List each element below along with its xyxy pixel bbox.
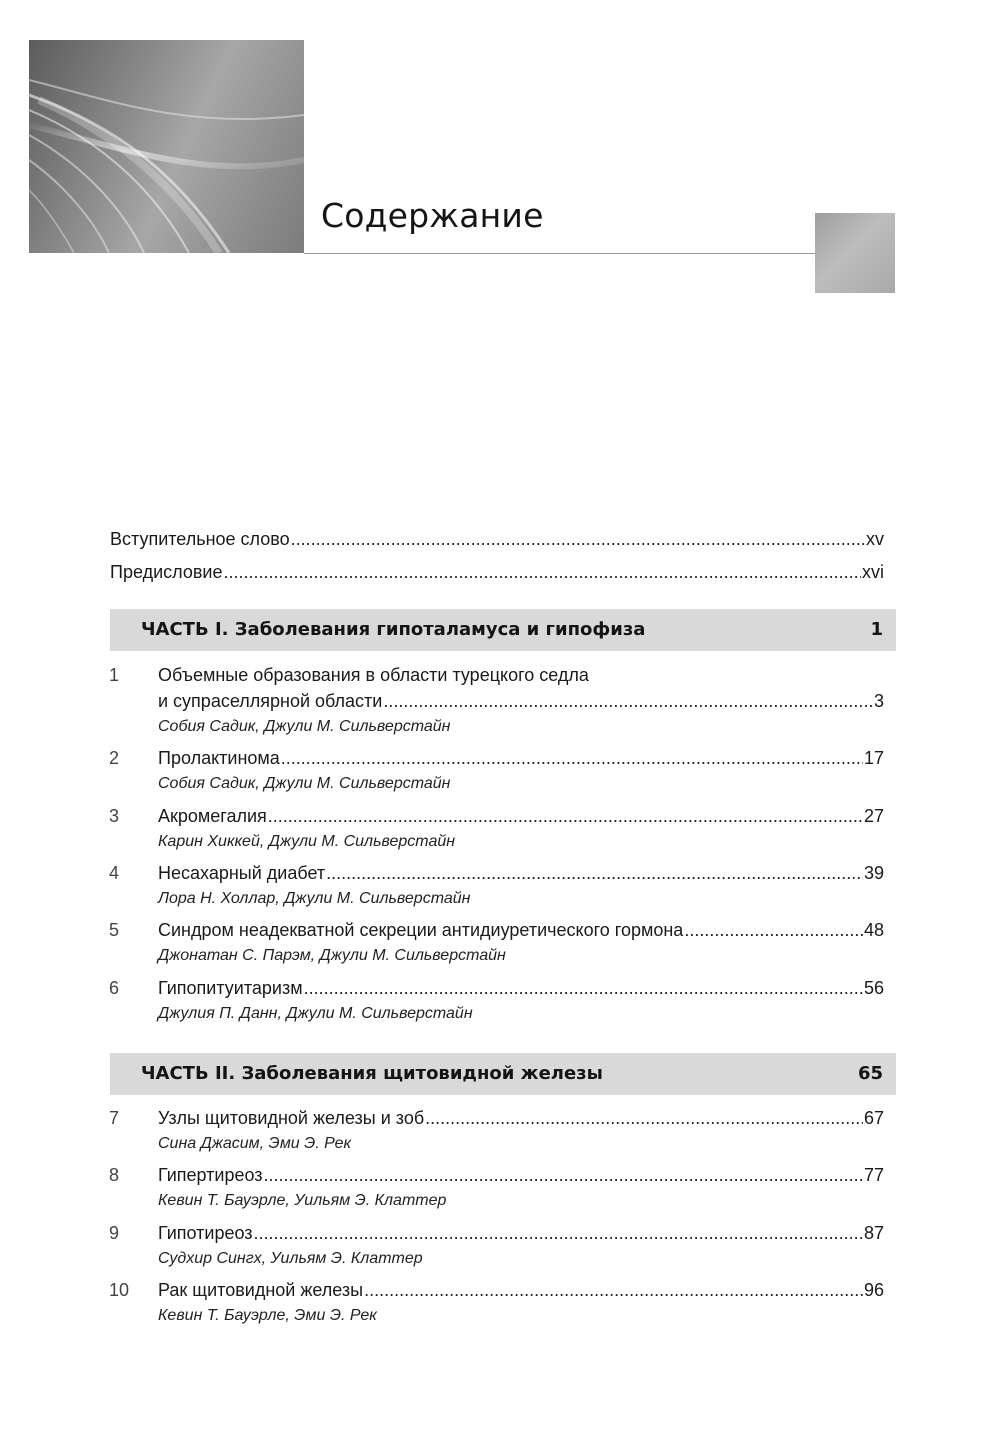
chapter-page: 56 xyxy=(863,978,884,998)
part-header[interactable] xyxy=(110,1053,896,1095)
chapter-authors: Кевин Т. Бауэрле, Эми Э. Рек xyxy=(158,1307,377,1324)
chapter-title: Акромегалия xyxy=(158,806,267,826)
dot-leader xyxy=(291,528,865,550)
chapter-authors: Собия Садик, Джули М. Сильверстайн xyxy=(158,718,451,735)
chapter-number: 9 xyxy=(109,1223,120,1243)
chapter-title-row xyxy=(158,977,884,999)
chapter-number: 7 xyxy=(109,1108,120,1128)
page-title: Содержание xyxy=(321,196,544,235)
chapter-title-line1: Объемные образования в области турецкого седла xyxy=(158,665,589,685)
chapter-number: 4 xyxy=(109,863,120,883)
dot-leader xyxy=(684,919,863,941)
chapter-title: Гипопитуитаризм xyxy=(158,978,303,998)
chapter-number: 8 xyxy=(109,1165,120,1185)
dot-leader xyxy=(425,1107,863,1129)
toc-entry-page: xvi xyxy=(862,562,884,582)
toc-entry-label: Вступительное слово xyxy=(110,529,290,549)
corner-decorative-block xyxy=(815,213,895,293)
chapter-page: 3 xyxy=(873,691,884,711)
toc-entry-preface[interactable] xyxy=(110,561,884,583)
chapter-title-row xyxy=(158,1279,884,1301)
chapter-page: 39 xyxy=(863,863,884,883)
chapter-title-row xyxy=(158,1107,884,1129)
part-header[interactable] xyxy=(110,609,896,651)
chapter-number: 2 xyxy=(109,748,120,768)
dot-leader xyxy=(268,805,863,827)
chapter-title: Гипертиреоз xyxy=(158,1165,263,1185)
toc-entry-foreword[interactable] xyxy=(110,528,884,550)
chapter-authors: Лора Н. Холлар, Джули М. Сильверстайн xyxy=(158,890,471,907)
chapter-number: 3 xyxy=(109,806,120,826)
chapter-authors: Сина Джасим, Эми Э. Рек xyxy=(158,1135,352,1152)
title-underline xyxy=(304,253,816,254)
chapter-page: 77 xyxy=(863,1165,884,1185)
chapter-title-row xyxy=(158,747,884,769)
chapter-page: 96 xyxy=(863,1280,884,1300)
part-title: ЧАСТЬ II. Заболевания щитовидной железы xyxy=(141,1063,603,1084)
chapter-number: 6 xyxy=(109,978,120,998)
chapter-title-row xyxy=(158,862,884,884)
chapter-authors: Джулия П. Данн, Джули М. Сильверстайн xyxy=(158,1005,473,1022)
chapter-title-row xyxy=(158,919,884,941)
part-page: 1 xyxy=(870,619,883,640)
chapter-authors: Карин Хиккей, Джули М. Сильверстайн xyxy=(158,833,456,850)
chapter-page: 67 xyxy=(863,1108,884,1128)
chapter-authors: Судхир Сингх, Уильям Э. Клаттер xyxy=(158,1250,423,1267)
chapter-title-row xyxy=(158,805,884,827)
header-decorative-image xyxy=(29,40,304,253)
chapter-title-row xyxy=(158,1164,884,1186)
chapter-authors: Собия Садик, Джули М. Сильверстайн xyxy=(158,775,451,792)
chapter-title: и супраселлярной области xyxy=(158,691,383,711)
chapter-title: Синдром неадекватной секреции антидиуретического гормона xyxy=(158,920,684,940)
dot-leader xyxy=(383,690,873,712)
chapter-title: Узлы щитовидной железы и зоб xyxy=(158,1108,425,1128)
chapter-number: 5 xyxy=(109,920,120,940)
chapter-authors: Кевин Т. Бауэрле, Уильям Э. Клаттер xyxy=(158,1192,447,1209)
chapter-page: 27 xyxy=(863,806,884,826)
chapter-title: Гипотиреоз xyxy=(158,1223,253,1243)
dot-leader xyxy=(281,747,863,769)
chapter-title: Пролактинома xyxy=(158,748,280,768)
chapter-title: Рак щитовидной железы xyxy=(158,1280,364,1300)
dot-leader xyxy=(326,862,863,884)
toc-entry-page: xv xyxy=(866,529,884,549)
chapter-title: Несахарный диабет xyxy=(158,863,326,883)
dot-leader xyxy=(223,561,861,583)
chapter-page: 48 xyxy=(863,920,884,940)
abstract-waves-graphic xyxy=(29,40,304,253)
chapter-authors: Джонатан С. Парэм, Джули М. Сильверстайн xyxy=(158,947,506,964)
chapter-number: 10 xyxy=(109,1280,130,1300)
dot-leader xyxy=(304,977,863,999)
dot-leader xyxy=(264,1164,863,1186)
dot-leader xyxy=(254,1222,863,1244)
chapter-number: 1 xyxy=(109,665,120,685)
part-title: ЧАСТЬ I. Заболевания гипоталамуса и гипофиза xyxy=(141,619,646,640)
toc-entry-label: Предисловие xyxy=(110,562,223,582)
part-page: 65 xyxy=(857,1063,883,1084)
chapter-page: 17 xyxy=(863,748,884,768)
dot-leader xyxy=(364,1279,863,1301)
chapter-title-row xyxy=(158,690,884,712)
chapter-page: 87 xyxy=(863,1223,884,1243)
chapter-title-row xyxy=(158,1222,884,1244)
